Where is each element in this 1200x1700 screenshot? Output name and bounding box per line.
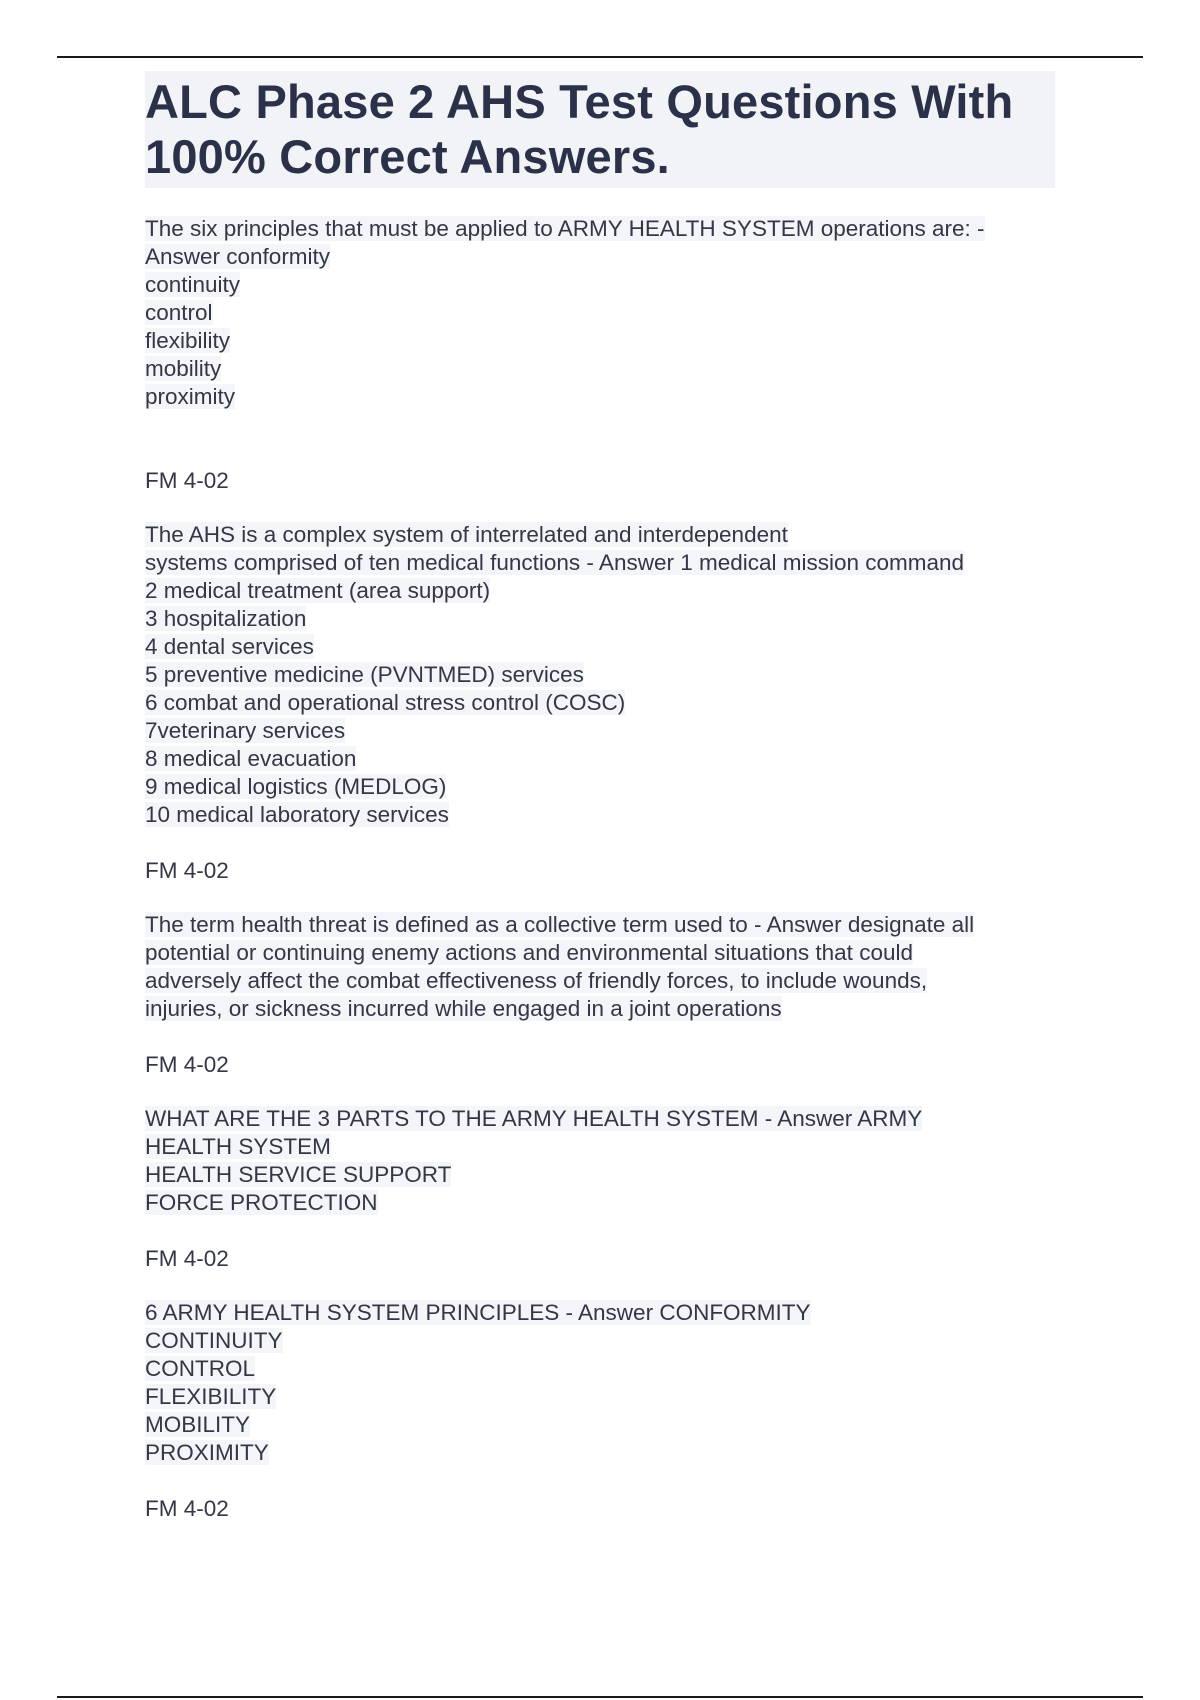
qa-entry-3	[145, 911, 1055, 1079]
top-rule	[57, 56, 1143, 58]
qa-text: The term health threat is defined as a collective term used to - Answer designate all potential or continuing enemy actions and environmental situations that could adversely affect the combat effectiveness of friendly forces, to include wounds, injuries, or sickness incurred while engaged in a joint operations	[145, 912, 975, 1021]
qa-entry-5	[145, 1299, 1055, 1523]
document-body	[145, 71, 1055, 1523]
qa-reference: FM 4-02	[145, 1052, 229, 1077]
bottom-rule	[57, 1696, 1143, 1698]
qa-entry-4	[145, 1105, 1055, 1273]
qa-reference: FM 4-02	[145, 468, 229, 493]
qa-reference: FM 4-02	[145, 1246, 229, 1271]
qa-text: The six principles that must be applied to ARMY HEALTH SYSTEM operations are: - Answer conformity continuity control flexibility mobility proximity	[145, 216, 985, 409]
qa-text: 6 ARMY HEALTH SYSTEM PRINCIPLES - Answer CONFORMITY CONTINUITY CONTROL FLEXIBILITY MOBILITY PROXIMITY	[145, 1300, 811, 1465]
qa-reference: FM 4-02	[145, 1496, 229, 1521]
document-title: ALC Phase 2 AHS Test Questions With 100% Correct Answers.	[145, 71, 1055, 188]
qa-entry-2	[145, 521, 1055, 885]
qa-text: The AHS is a complex system of interrelated and interdependent systems comprised of ten medical functions - Answer 1 medical mission command 2 medical treatment (area support) 3 hospitalization 4 dental services 5 preventive medicine (PVNTMED) services 6 combat and operational stress control (COSC) 7veterinary services 8 medical evacuation 9 medical logistics (MEDLOG) 10 medical laboratory services	[145, 522, 965, 827]
qa-text: WHAT ARE THE 3 PARTS TO THE ARMY HEALTH SYSTEM - Answer ARMY HEALTH SYSTEM HEALTH SERVICE SUPPORT FORCE PROTECTION	[145, 1106, 923, 1215]
qa-entry-1	[145, 215, 1055, 495]
qa-reference: FM 4-02	[145, 858, 229, 883]
